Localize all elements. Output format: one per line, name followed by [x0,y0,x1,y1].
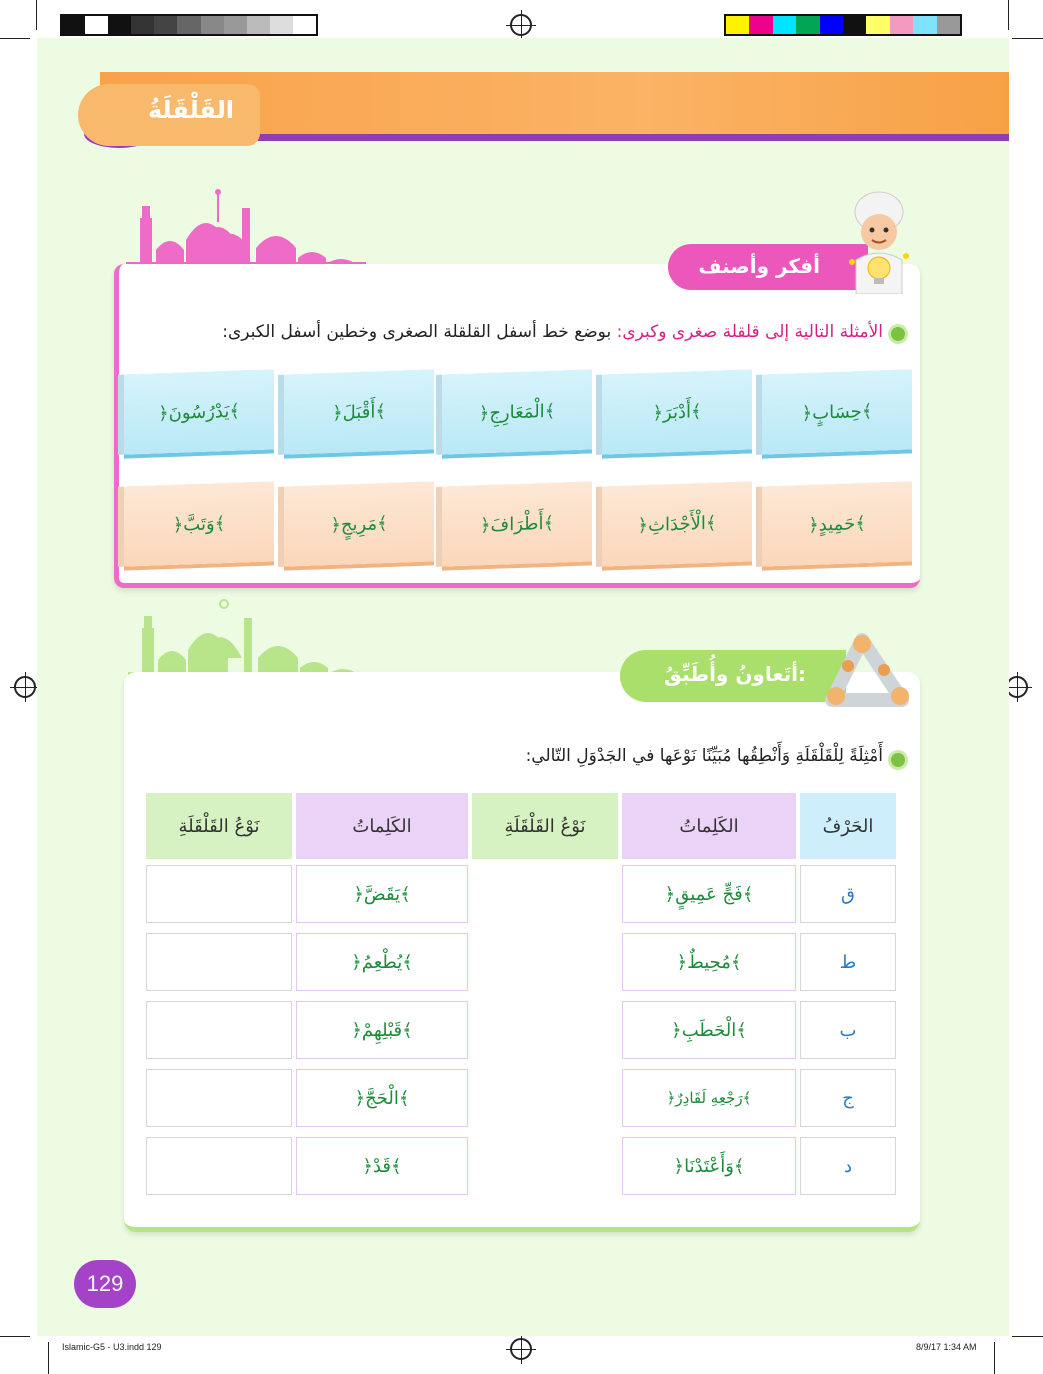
crop-mark [48,1342,49,1374]
color-swatch [62,16,85,34]
crop-mark [36,0,37,30]
color-swatch [796,16,819,34]
bullet-point-icon [891,753,905,767]
word-card: ﴿أَدْبَرَ﴾ [602,369,752,454]
think-and-classify-badge: أفكر وأصنف [668,244,868,290]
word-cell: ﴿قَبْلِهِمْ﴾ [296,1001,468,1059]
type-answer-cell[interactable] [472,1069,618,1127]
word-card: ﴿حَمِيدٍ﴾ [762,481,912,566]
color-swatch [773,16,796,34]
teamwork-hands-icon [812,630,922,714]
page-title: القَلْقَلَةُ [148,96,234,124]
instruction-highlight: الأمثلة التالية إلى قلقلة صغرى وكبرى: [616,322,883,342]
word-cell: ﴿فَجٍّ عَمِيقٍ﴾ [622,865,796,923]
word-card: ﴿حِسَابٍ﴾ [762,369,912,454]
cooperate-and-apply-badge: أتَعاونُ وأُطَبِّقُ: [620,650,846,702]
color-swatch [224,16,247,34]
letter-cell: ط [800,933,896,991]
registration-target-icon [1006,676,1028,698]
type-answer-cell[interactable] [472,1137,618,1195]
word-card: ﴿أَقْبَلَ﴾ [284,369,434,454]
bullet-point-icon [891,327,905,341]
color-swatch [293,16,316,34]
letter-cell: ق [800,865,896,923]
word-cell: ﴿قَدْ﴾ [296,1137,468,1195]
color-swatch [726,16,749,34]
mosque-silhouette-icon [128,598,368,682]
word-card: ﴿الْمَعَارِجِ﴾ [442,369,592,454]
color-swatch [270,16,293,34]
color-swatch [843,16,866,34]
table-header-words: الكَلِماتُ [296,793,468,859]
color-swatch [247,16,270,34]
color-swatch [913,16,936,34]
word-cell: ﴿وَأَعْتَدْنَا﴾ [622,1137,796,1195]
word-cell: ﴿الْحَجَّ﴾ [296,1069,468,1127]
table-header-type: نَوْعُ القَلْقَلَةِ [146,793,292,859]
table-header-letter: الحَرْفُ [800,793,896,859]
instruction-rest: بوضع خط أسفل القلقلة الصغرى وخطين أسفل الكبرى: [222,322,617,342]
color-swatch [820,16,843,34]
word-card: ﴿مَرِيجٍ﴾ [284,481,434,566]
color-swatch [937,16,960,34]
type-answer-cell[interactable] [146,1069,292,1127]
registration-target-icon [510,14,532,36]
color-swatch [890,16,913,34]
word-cell: ﴿يُطْعِمُ﴾ [296,933,468,991]
boy-with-lightbulb-icon [842,190,916,294]
table-header-words: الكَلِماتُ [622,793,796,859]
letter-cell: ب [800,1001,896,1059]
crop-mark [0,1336,30,1337]
type-answer-cell[interactable] [472,933,618,991]
type-answer-cell[interactable] [146,1137,292,1195]
registration-bar-grayscale [60,14,318,36]
word-card: ﴿وَتَبَّ﴾ [124,481,274,566]
print-timestamp: 8/9/17 1:34 AM [916,1342,977,1352]
registration-target-icon [14,676,36,698]
color-swatch [154,16,177,34]
color-swatch [866,16,889,34]
word-card: ﴿يَدْرُسُونَ﴾ [124,369,274,454]
word-cell: ﴿رَجْعِهِ لَقَادِرٌ﴾ [622,1069,796,1127]
word-cell: ﴿يَقَضَّ﴾ [296,865,468,923]
type-answer-cell[interactable] [472,865,618,923]
registration-target-icon [510,1338,532,1360]
file-info: Islamic-G5 - U3.indd 129 [62,1342,162,1352]
color-swatch [749,16,772,34]
type-answer-cell[interactable] [146,933,292,991]
section2-instruction: أَمْثِلَةً لِلْقَلْقَلَةِ وَأَنْطِقُها مُبَيِّنًا نَوْعَها في الجَدْوَلِ التّالي: [525,746,883,766]
letter-cell: د [800,1137,896,1195]
color-swatch [85,16,108,34]
crop-mark [1012,38,1043,39]
color-swatch [177,16,200,34]
word-cell: ﴿الْحَطَبِ﴾ [622,1001,796,1059]
word-card: ﴿الْأَجْدَاثِ﴾ [602,481,752,566]
word-cell: ﴿مُحِيطٌ﴾ [622,933,796,991]
type-answer-cell[interactable] [146,865,292,923]
type-answer-cell[interactable] [146,1001,292,1059]
color-swatch [131,16,154,34]
crop-mark [1008,0,1009,30]
section1-instruction [222,322,883,342]
page-number: 129 [74,1260,136,1308]
crop-mark [994,1342,995,1374]
word-card: ﴿أَطْرَافَ﴾ [442,481,592,566]
registration-bar-color [724,14,962,36]
color-swatch [201,16,224,34]
mosque-silhouette-icon [126,188,366,272]
table-header-type: نَوْعُ القَلْقَلَةِ [472,793,618,859]
letter-cell: ج [800,1069,896,1127]
crop-mark [1012,1336,1043,1337]
type-answer-cell[interactable] [472,1001,618,1059]
crop-mark [0,38,30,39]
color-swatch [108,16,131,34]
